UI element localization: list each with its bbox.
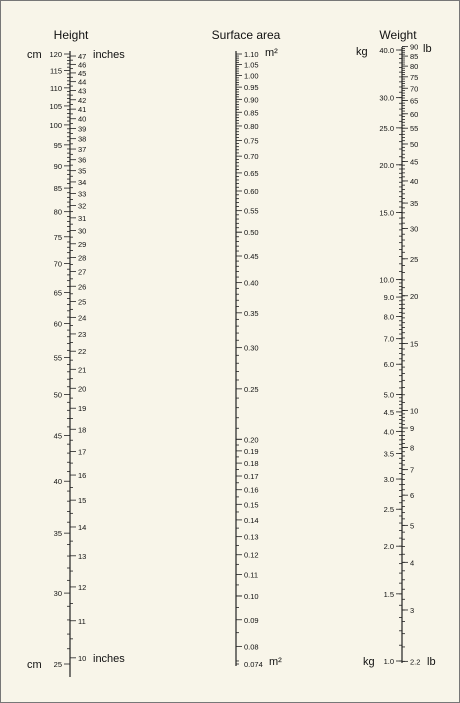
height-cm-label: 80 (53, 207, 62, 217)
weight-lb-label: 3 (410, 605, 415, 615)
height-inch-label: 30 (78, 226, 87, 236)
weight-kg-label: 2.0 (383, 542, 394, 552)
surface-area-label: 0.15 (244, 500, 259, 510)
surface-area-label: 0.95 (244, 83, 259, 93)
height-cm-label: 115 (50, 66, 62, 76)
surface-area-label: 0.12 (244, 550, 259, 560)
surface-area-label: 1.10 (244, 50, 259, 59)
surface-area-label: 0.25 (244, 384, 259, 394)
surface-area-label: 0.09 (244, 615, 259, 625)
surface-area-label: 0.17 (244, 472, 259, 482)
height-cm-label: 60 (53, 319, 62, 329)
height-cm-label: 45 (53, 431, 62, 441)
weight-lb-label: 35 (410, 199, 419, 209)
height-inch-label: 22 (78, 347, 87, 357)
surface-area-label: 0.13 (244, 532, 259, 542)
weight-lb-label: 10 (410, 406, 419, 416)
height-cm-label: 100 (49, 120, 62, 130)
weight-kg-label: 7.0 (383, 334, 394, 344)
kg-unit-bottom: kg (363, 656, 375, 668)
lb-unit-bottom: lb (427, 656, 436, 668)
weight-kg-label: 3.5 (383, 449, 394, 459)
weight-kg-label: 8.0 (383, 312, 394, 322)
surface-area-label: 0.75 (244, 136, 259, 146)
height-cm-label: 30 (53, 589, 62, 599)
weight-kg-label: 1.0 (383, 657, 394, 666)
weight-kg-label: 2.5 (383, 505, 394, 515)
weight-kg-label: 10.0 (379, 275, 394, 285)
height-cm-label: 85 (53, 184, 62, 194)
height-inch-label: 19 (78, 404, 87, 414)
weight-header: Weight (379, 28, 417, 42)
weight-kg-label: 20.0 (379, 160, 394, 170)
inches-unit-bottom: inches (93, 653, 125, 665)
surface-area-label: 1.00 (244, 71, 259, 81)
height-cm-label: 95 (53, 140, 62, 150)
height-cm-label: 110 (50, 83, 62, 93)
weight-kg-label: 6.0 (383, 360, 394, 370)
surface-area-label: 1.05 (244, 60, 259, 70)
surface-area-label: 0.11 (244, 570, 259, 580)
height-cm-label: 50 (53, 390, 62, 400)
weight-lb-label: 60 (410, 109, 419, 119)
height-cm-label: 105 (49, 101, 62, 111)
weight-lb-label: 7 (410, 465, 415, 475)
height-inch-label: 44 (78, 77, 87, 87)
height-inch-label: 29 (78, 239, 87, 249)
weight-lb-label: 5 (410, 521, 415, 531)
cm-unit-bottom: cm (27, 659, 42, 671)
height-inch-label: 20 (78, 384, 87, 394)
surface-area-label: 0.18 (244, 459, 259, 469)
height-inch-label: 34 (78, 177, 87, 187)
surface-area-label: 0.80 (244, 121, 259, 131)
weight-lb-label: 9 (410, 424, 415, 434)
weight-lb-label: 30 (410, 224, 419, 234)
weight-kg-label: 30.0 (379, 93, 394, 103)
height-inch-label: 41 (78, 105, 87, 115)
surface-area-label: 0.16 (244, 485, 259, 495)
height-inch-label: 21 (78, 365, 87, 375)
weight-kg-label: 15.0 (379, 208, 394, 218)
height-inch-label: 18 (78, 425, 87, 435)
weight-kg-label: 5.0 (383, 390, 394, 400)
surface-area-label: 0.85 (244, 108, 259, 118)
height-inch-label: 43 (78, 86, 87, 96)
surface-area-label: 0.10 (244, 591, 259, 601)
surface-area-label: 0.55 (244, 206, 259, 216)
height-inch-label: 24 (78, 313, 87, 323)
height-inch-label: 27 (78, 267, 87, 277)
surface-area-label: 0.08 (244, 642, 259, 652)
surface-area-label: 0.90 (244, 95, 259, 105)
height-inch-label: 35 (78, 166, 87, 176)
height-inch-label: 47 (78, 52, 87, 62)
height-cm-label: 75 (53, 232, 62, 242)
weight-kg-label: 40.0 (379, 46, 394, 55)
m2-unit-bottom: m² (269, 656, 282, 668)
weight-lb-label: 75 (410, 72, 419, 82)
height-inch-label: 11 (78, 616, 86, 626)
surface-area-label: 0.60 (244, 186, 259, 196)
surface-area-label: 0.14 (244, 515, 259, 525)
weight-lb-label: 8 (410, 443, 415, 453)
surface-area-label: 0.30 (244, 343, 259, 353)
weight-kg-label: 3.0 (383, 475, 394, 485)
weight-lb-label: 20 (410, 291, 419, 301)
weight-lb-label: 4 (410, 558, 415, 568)
height-cm-label: 55 (53, 353, 62, 363)
weight-kg-label: 25.0 (379, 123, 394, 133)
surface-area-label: 0.35 (244, 308, 259, 318)
height-cm-label: 90 (53, 161, 62, 171)
height-inch-label: 37 (78, 145, 87, 155)
nomogram-chart (1, 1, 459, 702)
weight-lb-label: 70 (410, 84, 419, 94)
surface-area-label: 0.65 (244, 168, 259, 178)
height-inch-label: 13 (78, 551, 87, 561)
height-inch-label: 39 (78, 124, 87, 134)
surface-area-label: 0.20 (244, 435, 259, 445)
lb-unit-top: lb (423, 43, 432, 55)
m2-unit-top: m² (265, 47, 278, 59)
surface-area-label: 0.074 (244, 660, 263, 669)
surface-area-header: Surface area (211, 28, 281, 42)
height-inch-label: 14 (78, 522, 87, 532)
weight-lb-label: 2.2 (410, 657, 421, 667)
height-inch-label: 12 (78, 582, 87, 592)
surface-area-label: 0.40 (244, 278, 259, 288)
weight-lb-label: 40 (410, 176, 419, 186)
height-inch-label: 40 (78, 114, 87, 124)
height-inch-label: 17 (78, 447, 87, 457)
height-inch-label: 23 (78, 329, 87, 339)
height-cm-label: 70 (53, 259, 62, 269)
weight-lb-label: 50 (410, 139, 419, 149)
height-inch-label: 10 (78, 653, 87, 663)
weight-kg-label: 4.5 (383, 407, 394, 417)
surface-area-label: 0.70 (244, 152, 259, 162)
height-inch-label: 46 (78, 60, 87, 70)
weight-kg-label: 1.5 (383, 589, 394, 599)
surface-area-label: 0.50 (244, 228, 259, 238)
cm-unit-top: cm (27, 49, 42, 61)
scale-labels (49, 43, 420, 669)
weight-lb-label: 80 (410, 62, 419, 72)
inches-unit-top: inches (93, 49, 125, 61)
height-inch-label: 15 (78, 496, 87, 506)
height-header: Height (53, 28, 89, 42)
height-inch-label: 42 (78, 95, 87, 105)
surface-area-label: 0.45 (244, 252, 259, 262)
weight-lb-label: 85 (410, 52, 419, 62)
weight-kg-label: 9.0 (383, 293, 394, 303)
kg-unit-top: kg (356, 46, 368, 58)
surface-area-label: 0.19 (244, 446, 259, 456)
weight-kg-label: 4.0 (383, 427, 394, 437)
height-cm-label: 25 (53, 660, 62, 669)
height-inch-label: 16 (78, 471, 87, 481)
height-inch-label: 36 (78, 155, 87, 165)
height-inch-label: 38 (78, 134, 87, 144)
weight-lb-label: 25 (410, 254, 419, 264)
weight-lb-label: 15 (410, 339, 419, 349)
height-inch-label: 45 (78, 68, 87, 78)
height-inch-label: 28 (78, 253, 87, 263)
weight-lb-label: 90 (410, 42, 419, 52)
weight-lb-label: 6 (410, 491, 415, 501)
height-cm-label: 65 (53, 288, 62, 298)
height-inch-label: 31 (78, 213, 87, 223)
height-inch-label: 32 (78, 201, 87, 211)
weight-lb-label: 55 (410, 124, 419, 134)
height-cm-label: 35 (53, 529, 62, 539)
weight-lb-label: 65 (410, 96, 419, 106)
height-inch-label: 26 (78, 282, 87, 292)
weight-lb-label: 45 (410, 157, 419, 167)
height-inch-label: 25 (78, 297, 87, 307)
height-cm-label: 120 (49, 50, 62, 59)
height-inch-label: 33 (78, 189, 87, 199)
height-cm-label: 40 (53, 477, 62, 487)
